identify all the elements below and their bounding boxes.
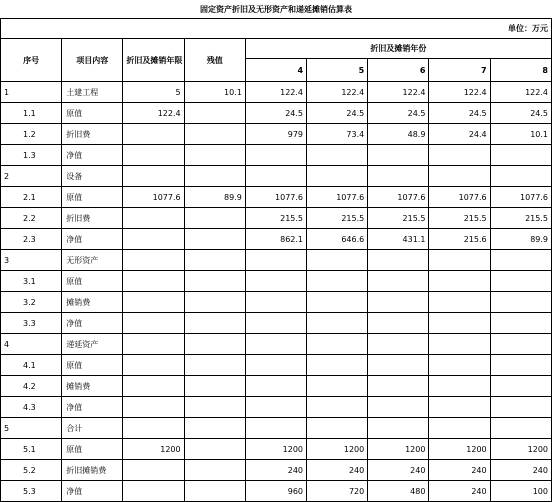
cell-index[interactable]: 2.3 [1, 229, 62, 250]
table-row [1, 334, 552, 355]
cell-life[interactable] [123, 250, 184, 271]
cell-residual[interactable] [184, 145, 245, 166]
table-row [1, 397, 552, 418]
cell-residual[interactable]: 89.9 [184, 187, 245, 208]
cell-year-value[interactable] [490, 271, 551, 292]
cell-year-value[interactable]: 1077.6 [429, 187, 490, 208]
table-row [1, 250, 552, 271]
table-row [1, 376, 552, 397]
cell-residual[interactable] [184, 229, 245, 250]
cell-year-value[interactable] [429, 397, 490, 418]
cell-year-value[interactable] [245, 250, 306, 271]
cell-residual[interactable] [184, 439, 245, 460]
cell-item[interactable]: 设备 [62, 166, 123, 187]
cell-year-value[interactable]: 122.4 [307, 82, 368, 103]
cell-residual[interactable] [184, 313, 245, 334]
cell-year-value[interactable]: 431.1 [368, 229, 429, 250]
table-row [1, 124, 552, 145]
cell-year-value[interactable]: 215.6 [429, 229, 490, 250]
cell-index[interactable]: 5.2 [1, 460, 62, 481]
table-row [1, 103, 552, 124]
cell-year-value[interactable]: 215.5 [490, 208, 551, 229]
cell-year-value[interactable] [245, 334, 306, 355]
cell-index[interactable]: 1.1 [1, 103, 62, 124]
cell-residual[interactable] [184, 208, 245, 229]
table-row [1, 355, 552, 376]
table-row [1, 271, 552, 292]
cell-year-value[interactable] [307, 355, 368, 376]
cell-residual[interactable] [184, 103, 245, 124]
header-index: 序号 [1, 39, 62, 82]
cell-year-value[interactable] [307, 397, 368, 418]
cell-year-value[interactable] [490, 250, 551, 271]
cell-item[interactable]: 净值 [62, 145, 123, 166]
cell-index[interactable]: 1.2 [1, 124, 62, 145]
cell-year-value[interactable]: 240 [429, 481, 490, 502]
cell-item[interactable]: 原值 [62, 439, 123, 460]
cell-year-value[interactable]: 1200 [307, 439, 368, 460]
cell-life[interactable] [123, 313, 184, 334]
cell-year-value[interactable]: 24.5 [429, 103, 490, 124]
cell-year-value[interactable]: 240 [245, 460, 306, 481]
table-row [1, 187, 552, 208]
cell-year-value[interactable]: 240 [429, 460, 490, 481]
cell-year-value[interactable]: 1077.6 [245, 187, 306, 208]
cell-year-value[interactable] [368, 250, 429, 271]
cell-item[interactable]: 合计 [62, 418, 123, 439]
cell-year-value[interactable] [490, 397, 551, 418]
cell-year-value[interactable]: 24.5 [368, 103, 429, 124]
cell-residual[interactable] [184, 418, 245, 439]
table-row [1, 460, 552, 481]
cell-life[interactable]: 1200 [123, 439, 184, 460]
cell-life[interactable] [123, 166, 184, 187]
cell-year-value[interactable]: 122.4 [490, 82, 551, 103]
cell-year-value[interactable]: 1200 [490, 439, 551, 460]
cell-year-value[interactable]: 122.4 [245, 82, 306, 103]
cell-item[interactable]: 原值 [62, 271, 123, 292]
cell-life[interactable] [123, 418, 184, 439]
table-row [1, 292, 552, 313]
header-year: 4 [245, 59, 306, 82]
cell-year-value[interactable]: 215.5 [429, 208, 490, 229]
cell-year-value[interactable] [307, 418, 368, 439]
cell-year-value[interactable] [307, 313, 368, 334]
cell-year-value[interactable] [245, 418, 306, 439]
cell-index[interactable]: 2 [1, 166, 62, 187]
cell-year-value[interactable] [490, 355, 551, 376]
cell-year-value[interactable] [429, 145, 490, 166]
cell-year-value[interactable]: 24.5 [490, 103, 551, 124]
cell-residual[interactable] [184, 460, 245, 481]
header-residual: 残值 [184, 39, 245, 82]
cell-index[interactable]: 3.1 [1, 271, 62, 292]
cell-year-value[interactable]: 122.4 [368, 82, 429, 103]
cell-index[interactable]: 3 [1, 250, 62, 271]
cell-year-value[interactable]: 240 [368, 460, 429, 481]
cell-life[interactable] [123, 145, 184, 166]
cell-year-value[interactable] [429, 250, 490, 271]
cell-year-value[interactable]: 215.5 [307, 208, 368, 229]
cell-year-value[interactable] [429, 334, 490, 355]
cell-life[interactable] [123, 124, 184, 145]
cell-year-value[interactable]: 48.9 [368, 124, 429, 145]
cell-residual[interactable] [184, 271, 245, 292]
cell-year-value[interactable] [245, 271, 306, 292]
cell-year-value[interactable]: 240 [307, 460, 368, 481]
header-year: 7 [429, 59, 490, 82]
cell-year-value[interactable] [245, 166, 306, 187]
cell-year-value[interactable]: 100 [490, 481, 551, 502]
cell-item[interactable]: 折旧费 [62, 208, 123, 229]
cell-year-value[interactable] [368, 355, 429, 376]
cell-year-value[interactable] [368, 166, 429, 187]
cell-year-value[interactable] [307, 292, 368, 313]
cell-item[interactable]: 土建工程 [62, 82, 123, 103]
cell-life[interactable] [123, 355, 184, 376]
cell-year-value[interactable]: 862.1 [245, 229, 306, 250]
cell-item[interactable]: 折旧摊销费 [62, 460, 123, 481]
cell-year-value[interactable] [490, 376, 551, 397]
table-row [1, 313, 552, 334]
cell-year-value[interactable] [490, 166, 551, 187]
cell-residual[interactable] [184, 166, 245, 187]
cell-item[interactable]: 摊销费 [62, 376, 123, 397]
table-row [1, 229, 552, 250]
cell-year-value[interactable] [429, 292, 490, 313]
cell-index[interactable]: 4.1 [1, 355, 62, 376]
cell-year-value[interactable] [307, 271, 368, 292]
cell-year-value[interactable] [490, 292, 551, 313]
cell-year-value[interactable]: 240 [490, 460, 551, 481]
cell-year-value[interactable] [307, 166, 368, 187]
cell-year-value[interactable]: 1200 [429, 439, 490, 460]
cell-item[interactable]: 原值 [62, 187, 123, 208]
cell-year-value[interactable]: 24.5 [245, 103, 306, 124]
cell-year-value[interactable]: 979 [245, 124, 306, 145]
cell-item[interactable]: 净值 [62, 397, 123, 418]
cell-index[interactable]: 1.3 [1, 145, 62, 166]
header-years-group: 折旧及摊销年份 [245, 39, 551, 59]
cell-year-value[interactable]: 960 [245, 481, 306, 502]
cell-residual[interactable] [184, 397, 245, 418]
cell-index[interactable]: 4.2 [1, 376, 62, 397]
cell-year-value[interactable]: 215.5 [368, 208, 429, 229]
cell-year-value[interactable]: 10.1 [490, 124, 551, 145]
cell-item[interactable]: 递延资产 [62, 334, 123, 355]
cell-year-value[interactable] [368, 145, 429, 166]
cell-item[interactable]: 原值 [62, 103, 123, 124]
cell-year-value[interactable] [307, 334, 368, 355]
cell-year-value[interactable] [245, 355, 306, 376]
cell-year-value[interactable]: 646.6 [307, 229, 368, 250]
header-year: 5 [307, 59, 368, 82]
cell-life[interactable] [123, 376, 184, 397]
cell-item[interactable]: 净值 [62, 481, 123, 502]
cell-residual[interactable] [184, 124, 245, 145]
cell-year-value[interactable] [307, 145, 368, 166]
cell-index[interactable]: 5.1 [1, 439, 62, 460]
cell-year-value[interactable]: 24.4 [429, 124, 490, 145]
cell-residual[interactable] [184, 334, 245, 355]
cell-residual[interactable] [184, 292, 245, 313]
cell-residual[interactable] [184, 376, 245, 397]
cell-year-value[interactable] [245, 292, 306, 313]
table-title: 固定资产折旧及无形资产和递延摊销估算表 [1, 0, 552, 19]
cell-residual[interactable] [184, 250, 245, 271]
cell-year-value[interactable] [245, 145, 306, 166]
cell-life[interactable] [123, 229, 184, 250]
cell-item[interactable]: 原值 [62, 355, 123, 376]
cell-life[interactable]: 122.4 [123, 103, 184, 124]
cell-index[interactable]: 2.2 [1, 208, 62, 229]
header-year: 6 [368, 59, 429, 82]
cell-year-value[interactable] [429, 418, 490, 439]
cell-year-value[interactable]: 1077.6 [490, 187, 551, 208]
table-row [1, 82, 552, 103]
cell-year-value[interactable]: 1077.6 [368, 187, 429, 208]
cell-year-value[interactable] [429, 313, 490, 334]
header-item: 项目内容 [62, 39, 123, 82]
cell-life[interactable] [123, 334, 184, 355]
cell-year-value[interactable] [368, 334, 429, 355]
cell-year-value[interactable] [490, 418, 551, 439]
table-row [1, 418, 552, 439]
cell-life[interactable] [123, 397, 184, 418]
cell-index[interactable]: 1 [1, 82, 62, 103]
table-row [1, 145, 552, 166]
cell-year-value[interactable]: 24.5 [307, 103, 368, 124]
table-row [1, 439, 552, 460]
cell-index[interactable]: 5.3 [1, 481, 62, 502]
cell-item[interactable]: 净值 [62, 313, 123, 334]
cell-residual[interactable] [184, 481, 245, 502]
cell-life[interactable]: 1077.6 [123, 187, 184, 208]
cell-year-value[interactable] [245, 313, 306, 334]
cell-year-value[interactable] [490, 313, 551, 334]
cell-residual[interactable]: 10.1 [184, 82, 245, 103]
cell-index[interactable]: 3.2 [1, 292, 62, 313]
cell-year-value[interactable] [368, 271, 429, 292]
cell-year-value[interactable] [368, 292, 429, 313]
cell-life[interactable] [123, 481, 184, 502]
cell-index[interactable]: 4.3 [1, 397, 62, 418]
cell-year-value[interactable]: 1200 [245, 439, 306, 460]
cell-year-value[interactable] [429, 166, 490, 187]
cell-year-value[interactable] [368, 313, 429, 334]
cell-year-value[interactable] [368, 397, 429, 418]
cell-life[interactable] [123, 292, 184, 313]
unit-label: 单位：万元 [1, 19, 552, 39]
cell-year-value[interactable] [307, 250, 368, 271]
cell-residual[interactable] [184, 355, 245, 376]
cell-life[interactable] [123, 460, 184, 481]
cell-life[interactable]: 5 [123, 82, 184, 103]
header-year: 8 [490, 59, 551, 82]
cell-year-value[interactable] [368, 376, 429, 397]
cell-year-value[interactable] [245, 397, 306, 418]
cell-index[interactable]: 4 [1, 334, 62, 355]
cell-year-value[interactable] [490, 145, 551, 166]
table-row [1, 481, 552, 502]
cell-life[interactable] [123, 271, 184, 292]
cell-year-value[interactable] [429, 355, 490, 376]
cell-index[interactable]: 5 [1, 418, 62, 439]
cell-index[interactable]: 3.3 [1, 313, 62, 334]
cell-year-value[interactable] [307, 376, 368, 397]
header-life: 折旧及摊销年限 [123, 39, 184, 82]
cell-year-value[interactable] [368, 418, 429, 439]
cell-life[interactable] [123, 208, 184, 229]
cell-year-value[interactable] [245, 376, 306, 397]
cell-year-value[interactable]: 73.4 [307, 124, 368, 145]
cell-year-value[interactable]: 215.5 [245, 208, 306, 229]
cell-year-value[interactable]: 1200 [368, 439, 429, 460]
cell-year-value[interactable] [429, 271, 490, 292]
table-row [1, 208, 552, 229]
cell-item[interactable]: 净值 [62, 229, 123, 250]
cell-year-value[interactable]: 480 [368, 481, 429, 502]
table-row [1, 166, 552, 187]
cell-year-value[interactable]: 1077.6 [307, 187, 368, 208]
cell-year-value[interactable]: 89.9 [490, 229, 551, 250]
cell-item[interactable]: 摊销费 [62, 292, 123, 313]
cell-item[interactable]: 折旧费 [62, 124, 123, 145]
cell-year-value[interactable]: 122.4 [429, 82, 490, 103]
cell-index[interactable]: 2.1 [1, 187, 62, 208]
cell-year-value[interactable] [490, 334, 551, 355]
cell-item[interactable]: 无形资产 [62, 250, 123, 271]
cell-year-value[interactable]: 720 [307, 481, 368, 502]
cell-year-value[interactable] [429, 376, 490, 397]
